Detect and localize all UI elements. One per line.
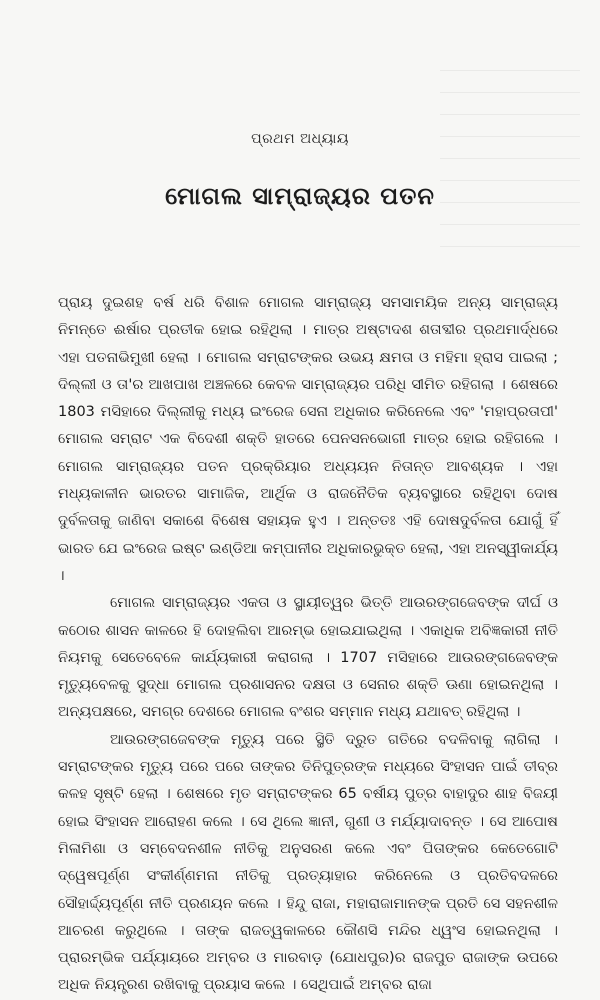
- show-through-texture: [440, 70, 580, 250]
- chapter-title: ମୋଗଲ ସାମ୍ରାଜ୍ୟର ପତନ: [165, 182, 435, 210]
- chapter-label: ପ୍ରଥମ ଅଧ୍ୟାୟ: [251, 131, 349, 147]
- paragraph-1: ପ୍ରାୟ ଦୁଇଶହ ବର୍ଷ ଧରି ବିଶାଳ ମୋଗଲ ସାମ୍ରାଜ୍ୟ ସମସାମୟିକ ଅନ୍ୟ ସାମ୍ରାଜ୍ୟ ନିମନ୍ତେ ଈର୍ଷାର ପ୍ରତୀକ ହୋଇ ରହିଥିଲା । ମାତ୍ର ଅଷ୍ଟାଦଶ ଶତାବ୍ଦୀର ପ୍ରଥମାର୍ଦ୍ଧରେ ଏହା ପତନାଭିମୁଖୀ ହେଲା । ମୋଗଲ ସମ୍ରାଟଙ୍କର ଉଭୟ କ୍ଷମତା ଓ ମହିମା ହ୍ରାସ ପାଇଲା ; ଦିଲ୍ଲୀ ଓ ତା'ର ଆଖପାଖ ଅଞ୍ଚଳରେ କେବଳ ସାମ୍ରାଜ୍ୟର ପରିଧି ସୀମିତ ରହିଗଲା । ଶେଷରେ 1803 ମସିହାରେ ଦିଲ୍ଲୀକୁ ମଧ୍ୟ ଇଂରେଜ ସେନା ଅଧିକାର କରିନେଲେ ଏବଂ 'ମହାପ୍ରତାପୀ' ମୋଗଲ ସମ୍ରାଟ ଏକ ବିଦେଶୀ ଶକ୍ତି ହାତରେ ପେନସନଭୋଗୀ ମାତ୍ର ହୋଇ ରହିଗଲେ । ମୋଗଲ ସାମ୍ରାଜ୍ୟର ପତନ ପ୍ରକ୍ରିୟାର ଅଧ୍ୟୟନ ନିତାନ୍ତ ଆବଶ୍ୟକ । ଏହା ମଧ୍ୟକାଳୀନ ଭାରତର ସାମାଜିକ, ଆର୍ଥିକ ଓ ରାଜନୈତିକ ବ୍ୟବସ୍ଥାରେ ରହିଥିବା ଦୋଷ ଦୁର୍ବଳତାକୁ ଜାଣିବା ସକାଶେ ବିଶେଷ ସହାୟକ ହୁଏ । ଅନ୍ତତଃ ଏହି ଦୋଷଦୁର୍ବଳତା ଯୋଗୁଁ ହିଁ ଭାରତ ଯେ ଇଂରେଜ ଇଷ୍ଟ ଇଣ୍ଡିଆ କମ୍ପାନୀର ଅଧିକାରଭୁକ୍ତ ହେଲା, ଏହା ଅନସ୍ୱୀକାର୍ଯ୍ୟ ।: [58, 295, 558, 584]
- paragraph-3: ଆଉରଙ୍ଗଜେବଙ୍କ ମୃତ୍ୟୁ ପରେ ସ୍ଥିତି ଦ୍ରୁତ ଗତିରେ ବଦଳିବାକୁ ଲାଗିଲା । ସମ୍ରାଟଙ୍କର ମୃତ୍ୟୁ ପରେ ପରେ ତାଙ୍କର ତିନିପୁତ୍ରଙ୍କ ମଧ୍ୟରେ ସିଂହାସନ ପାଇଁ ତୀବ୍ର କଳହ ସୃଷ୍ଟି ହେଲା । ଶେଷରେ ମୃତ ସମ୍ରାଟଙ୍କର 65 ବର୍ଷୀୟ ପୁତ୍ର ବାହାଦୁର ଶାହ ବିଜୟୀ ହୋଇ ସିଂହାସନ ଆରୋହଣ କଲେ । ସେ ଥିଲେ ଜ୍ଞାନୀ, ଗୁଣୀ ଓ ମର୍ଯ୍ୟାଦାବନ୍ତ । ସେ ଆପୋଷ ମିଳାମିଶା ଓ ସମ୍ବେଦନଶୀଳ ନୀତିକୁ ଅନୁସରଣ କଲେ ଏବଂ ପିତାଙ୍କର କେତେଗୋଟି ଦ୍ୱେଷପୂର୍ଣ୍ଣ ସଂକୀର୍ଣ୍ଣମନା ନୀତିକୁ ପ୍ରତ୍ୟାହାର କରିନେଲେ ଓ ପ୍ରତିବଦଳରେ ସୌହାର୍ଦ୍ଦ୍ୟପୂର୍ଣ୍ଣ ନୀତି ପ୍ରଣୟନ କଲେ । ହିନ୍ଦୁ ରାଜା, ମହାରାଜାମାନଙ୍କ ପ୍ରତି ସେ ସହନଶୀଳ ଆଚରଣ କରୁଥିଲେ । ତାଙ୍କ ରାଜତ୍ୱକାଳରେ କୌଣସି ମନ୍ଦିର ଧ୍ୱଂସ ହୋଇନଥିଲା । ପ୍ରାରମ୍ଭିକ ପର୍ଯ୍ୟାୟରେ ଅମ୍ବର ଓ ମାରବାଡ଼ (ଯୋଧପୁର)ର ରାଜପୁତ ରାଜାଙ୍କ ଉପରେ ଅଧିକ ନିୟନ୍ତ୍ରଣ ରଖିବାକୁ ପ୍ରୟାସ କଲେ । ସେଥିପାଇଁ ଅମ୍ବର ରାଜା: [58, 731, 558, 994]
- paragraph-2: ମୋଗଲ ସାମ୍ରାଜ୍ୟର ଏକତା ଓ ସ୍ଥାୟୀତ୍ୱର ଭିତ୍ତି ଆଉରଙ୍ଗଜେବଙ୍କ ଦୀର୍ଘ ଓ କଠୋର ଶାସନ କାଳରେ ହି ଦୋହଲିବା ଆରମ୍ଭ ହୋଇଯାଇଥିଲା । ଏକାଧିକ ଅବିଜ୍ଞକାରୀ ନୀତି ନିୟମକୁ ସେତେବେଳେ କାର୍ଯ୍ୟକାରୀ କରାଗଲା । 1707 ମସିହାରେ ଆଉରଙ୍ଗଜେବଙ୍କ ମୃତ୍ୟୁବେଳକୁ ସୁଦ୍ଧା ମୋଗଲ ପ୍ରଶାସନର ଦକ୍ଷତା ଓ ସେନାର ଶକ୍ତି ଊଣା ହୋଇନଥିଲା । ଅନ୍ୟପକ୍ଷରେ, ସମଗ୍ର ଦେଶରେ ମୋଗଲ ବଂଶର ସମ୍ମାନ ମଧ୍ୟ ଯଥାବତ୍ ରହିଥିଲା ।: [58, 595, 558, 721]
- body-text: [58, 290, 558, 1000]
